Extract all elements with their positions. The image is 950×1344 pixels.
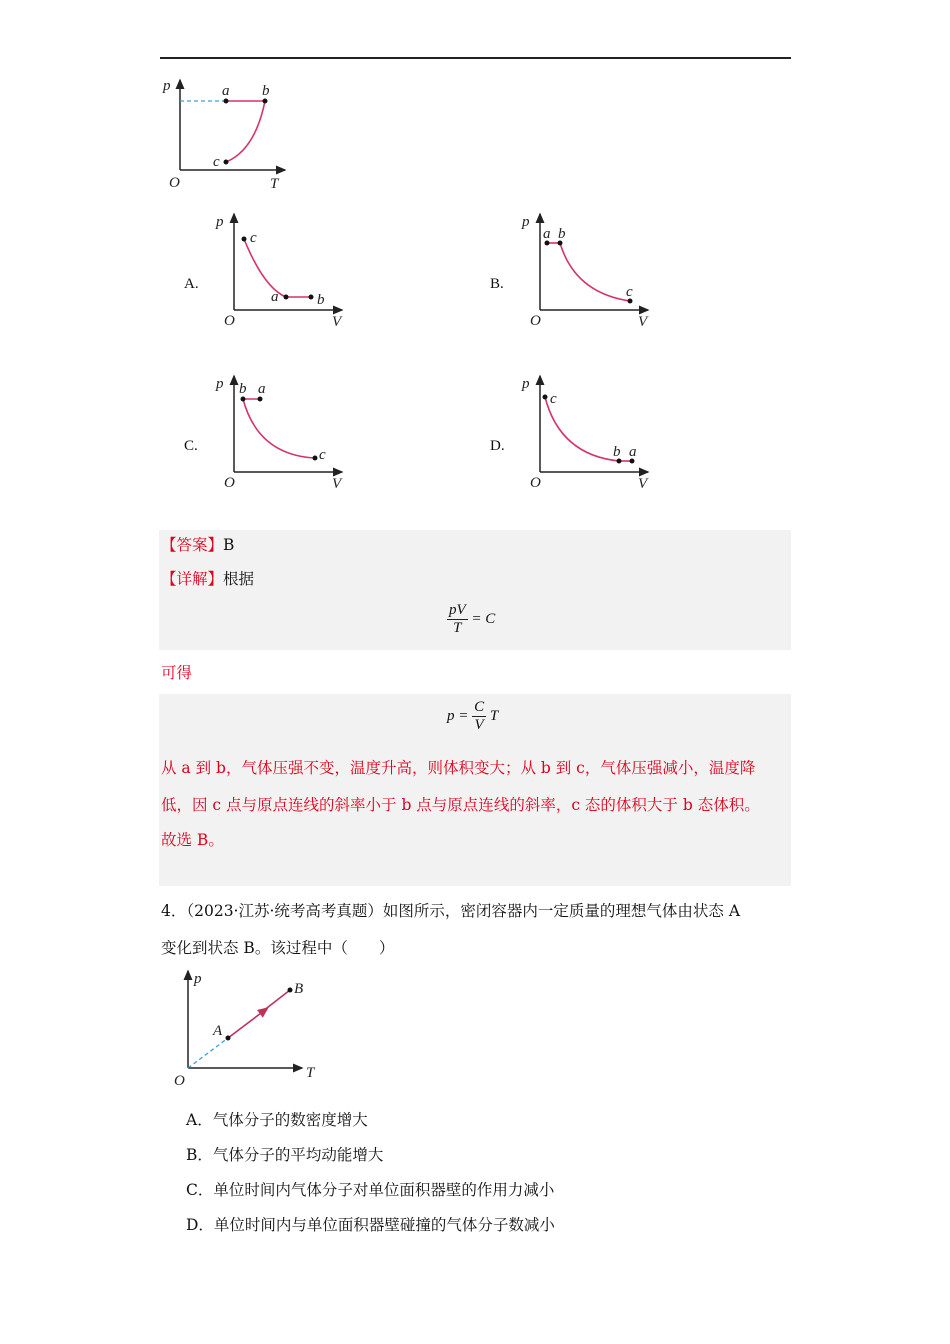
svg-text:c: c [550,391,557,407]
svg-text:b: b [239,381,247,397]
svg-text:V: V [638,476,648,492]
svg-text:p: p [216,376,224,392]
svg-text:b: b [262,83,270,99]
axis-p: p [163,78,171,94]
detail-line: 【详解】根据 [161,570,255,588]
formula-pv-t: $\frac{pV}{T}$ = C [449,602,496,636]
q4-choice-a[interactable]: A．气体分子的数密度增大 [186,1111,368,1129]
svg-text:p: p [522,376,530,392]
svg-text:a: a [629,444,637,460]
kede-text: 可得 [161,664,193,682]
option-d-label: D. [490,438,505,454]
svg-text:c: c [626,284,633,300]
svg-text:b: b [613,444,621,460]
svg-text:c: c [250,230,257,246]
svg-text:b: b [317,292,325,308]
svg-text:O: O [530,313,541,329]
svg-text:B: B [294,981,304,997]
origin: O [169,175,180,191]
option-d-graph [520,370,660,495]
option-a-label: A. [184,276,199,292]
svg-text:p: p [194,971,202,987]
svg-text:c: c [319,447,326,463]
option-b-graph [520,208,660,333]
option-b-label: B. [490,276,504,292]
svg-text:T: T [306,1065,315,1081]
option-a-graph [214,208,354,333]
pt-graph [160,70,300,195]
svg-text:O: O [224,475,235,491]
explain-line-3: 故选 B。 [161,831,224,849]
svg-text:c: c [213,154,220,170]
formula-p-ct-v: p = $\frac{C}{V}$ T [447,699,499,733]
svg-text:a: a [543,226,551,242]
q4-choice-c[interactable]: C．单位时间内气体分子对单位面积器壁的作用力减小 [186,1181,555,1199]
q4-line-1: 4．（2023·江苏·统考高考真题）如图所示，密闭容器内一定质量的理想气体由状态 A [161,902,741,920]
q4-choice-d[interactable]: D．单位时间内与单位面积器壁碰撞的气体分子数减小 [186,1216,555,1234]
svg-text:V: V [332,476,342,492]
svg-text:O: O [174,1073,185,1089]
svg-text:A: A [213,1023,223,1039]
svg-text:O: O [530,475,541,491]
svg-text:b: b [558,226,566,242]
q4-line-2: 变化到状态 B。该过程中（ ） [161,939,395,957]
option-c-label: C. [184,438,198,454]
q4-graph [170,965,320,1090]
svg-text:V: V [332,314,342,330]
svg-text:V: V [638,314,648,330]
option-c-graph [214,370,354,495]
svg-text:a: a [271,289,279,305]
q4-choice-b[interactable]: B．气体分子的平均动能增大 [186,1146,384,1164]
answer-line: 【答案】B [161,536,235,554]
svg-text:a: a [258,381,266,397]
svg-text:O: O [224,313,235,329]
explain-line-2: 低，因 c 点与原点连线的斜率小于 b 点与原点连线的斜率，c 态的体积大于 b 态体积。 [161,796,760,814]
axis-T: T [270,176,279,192]
explain-line-1: 从 a 到 b，气体压强不变，温度升高，则体积变大；从 b 到 c，气体压强减小，温度降 [161,759,756,777]
svg-text:p: p [522,214,530,230]
top-rule [160,57,791,59]
svg-text:p: p [216,214,224,230]
svg-text:a: a [222,83,230,99]
